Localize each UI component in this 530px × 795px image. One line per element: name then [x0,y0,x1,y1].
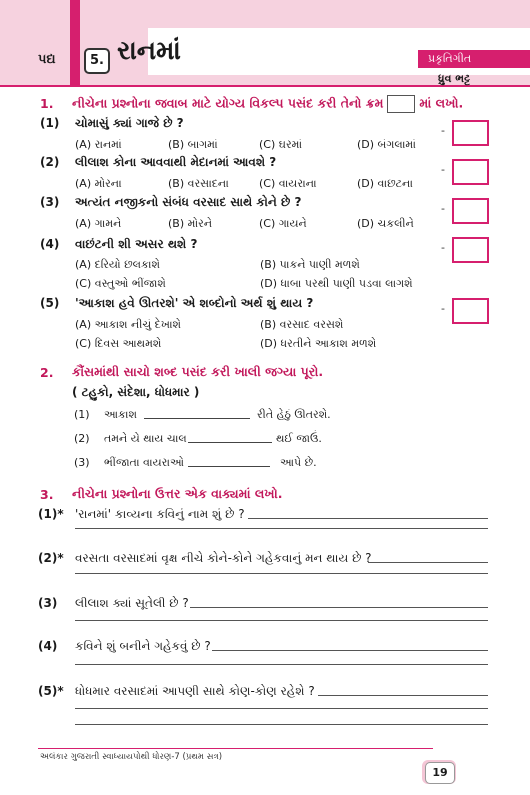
section1-heading-post: માં લખો. [419,95,464,111]
short-answer-number: (4) [38,639,58,653]
unit-label: પદ્ય [38,52,56,67]
answer-box[interactable] [452,198,489,224]
answer-box[interactable] [452,159,489,185]
mcq-question: 'આકાશ હવે ઊતરશે' એ શબ્દોનો અર્થ શું થાય ? [75,296,314,310]
answer-line[interactable] [75,724,488,725]
answer-dash: - [441,124,445,137]
short-answer-question: લીલાશ ક્યાં સૂતેલી છે ? [75,596,189,610]
mcq-option: (B) વરસાદના [168,177,229,190]
fill-before: તમને યે થાય ચાલ [104,432,187,445]
answer-box[interactable] [452,298,489,324]
footer-text: અલંકાર ગુજરાતી સ્વાધ્યાયપોથી ધોરણ-7 (પ્રથમ સત્ર) [40,752,223,762]
mcq-option: (D) વાછટના [357,177,413,190]
short-answer-number: (2)* [38,551,64,565]
fill-blank[interactable] [144,418,250,419]
answer-line[interactable] [75,708,488,709]
answer-dash: - [441,241,445,254]
answer-line[interactable] [75,573,488,574]
page-number: 19 [425,762,455,784]
short-answer-question: 'રાનમાં' કાવ્યના કવિનું નામ શું છે ? [75,507,245,521]
mcq-option: (D) ચકલીને [357,217,414,230]
short-answer-number: (3) [38,596,58,610]
fill-blank[interactable] [188,442,272,443]
short-answer-number: (1)* [38,507,64,521]
mcq-option: (D) ધરતીને આકાશ મળશે [260,337,377,350]
mcq-question: લીલાશ કોના આવવાથી મેદાનમાં આવશે ? [75,155,277,169]
short-answer-question: કવિને શું બનીને ગહેકવું છે ? [75,639,211,653]
mcq-option: (C) દિવસ આથમશે [75,337,162,350]
fill-number: (1) [74,408,90,421]
fill-number: (2) [74,432,90,445]
inline-answer-box [387,95,415,113]
fill-before: ભીંજાતા વાયરાઓ [104,456,184,469]
answer-line[interactable] [75,528,488,529]
mcq-option: (A) ગામને [75,217,122,230]
fill-blank[interactable] [188,466,270,467]
mcq-question: ચોમાસું ક્યાં ગાજે છે ? [75,116,184,130]
mcq-option: (C) ઘરમાં [259,138,303,151]
section2-number: 2. [40,365,54,380]
poet-name: ધ્રુવ ભટ્ટ [438,72,471,85]
short-answer-question: વરસતા વરસાદમાં વૃક્ષ નીચે કોને-કોને ગહેકવાનું મન થાય છે ? [75,551,372,565]
section3-heading: નીચેના પ્રશ્નોના ઉત્તર એક વાક્યમાં લખો. [72,486,283,501]
page-title: રાનમાં [117,36,181,66]
section2-heading: કૌંસમાંથી સાચો શબ્દ પસંદ કરી ખાલી જગ્યા પૂરો. [72,364,324,379]
mcq-option: (B) વરસાદ વરસશે [260,318,344,331]
answer-dash: - [441,202,445,215]
answer-line[interactable] [248,518,488,519]
mcq-option: (C) વસ્તુઓ ભીંજાશે [75,277,166,290]
answer-box[interactable] [452,120,489,146]
fill-number: (3) [74,456,90,469]
mcq-number: (2) [40,155,60,169]
section1-heading [72,95,463,113]
answer-box[interactable] [452,237,489,263]
fill-after: થઈ જાઉં. [276,432,322,445]
mcq-option: (C) ગાયને [259,217,307,230]
answer-line[interactable] [190,607,488,608]
genre-badge: પ્રકૃતિગીત [418,50,530,68]
answer-dash: - [441,302,445,315]
mcq-option: (B) મોરને [168,217,213,230]
mcq-question: વાછંટની શી અસર થશે ? [75,237,198,251]
mcq-number: (4) [40,237,60,251]
answer-line[interactable] [368,562,488,563]
answer-line[interactable] [75,664,488,665]
mcq-option: (C) વાયરાના [259,177,317,190]
fill-after: રીતે હેઠું ઊતરશે. [257,408,331,421]
mcq-option: (B) પાકને પાણી મળશે [260,258,360,271]
fill-before: આકાશ [104,408,137,421]
mcq-option: (A) રાનમાં [75,138,122,151]
mcq-option: (D) બંગલામાં [357,138,416,151]
mcq-option: (A) દરિયો છલકાશે [75,258,160,271]
short-answer-question: ધોધમાર વરસાદમાં આપણી સાથે કોણ-કોણ રહેશે ? [75,684,315,698]
mcq-number: (3) [40,195,60,209]
mcq-number: (5) [40,296,60,310]
fill-after: આપે છે. [280,456,317,469]
mcq-option: (A) મોરના [75,177,122,190]
footer-divider [38,748,433,749]
word-bank: ( ટહુકો, સંદેશા, ધોધમાર ) [72,385,200,399]
answer-line[interactable] [318,695,488,696]
header-accent-bar [70,0,80,85]
mcq-number: (1) [40,116,60,130]
answer-line[interactable] [75,620,488,621]
section1-number: 1. [40,96,54,111]
mcq-option: (A) આકાશ નીચું દેખાશે [75,318,182,331]
answer-dash: - [441,163,445,176]
section3-number: 3. [40,487,54,502]
short-answer-number: (5)* [38,684,64,698]
mcq-option: (B) બાગમાં [168,138,218,151]
section1-heading-pre: નીચેના પ્રશ્નોના જવાબ માટે યોગ્ય વિકલ્પ પસંદ કરી તેનો ક્રમ [72,95,384,111]
answer-line[interactable] [212,650,488,651]
lesson-number: 5. [84,48,110,74]
mcq-question: અત્યંત નજીકનો સંબંધ વરસાદ સાથે કોને છે ? [75,195,302,209]
mcq-option: (D) ધાબા પરથી પાણી પડવા લાગશે [260,277,413,290]
